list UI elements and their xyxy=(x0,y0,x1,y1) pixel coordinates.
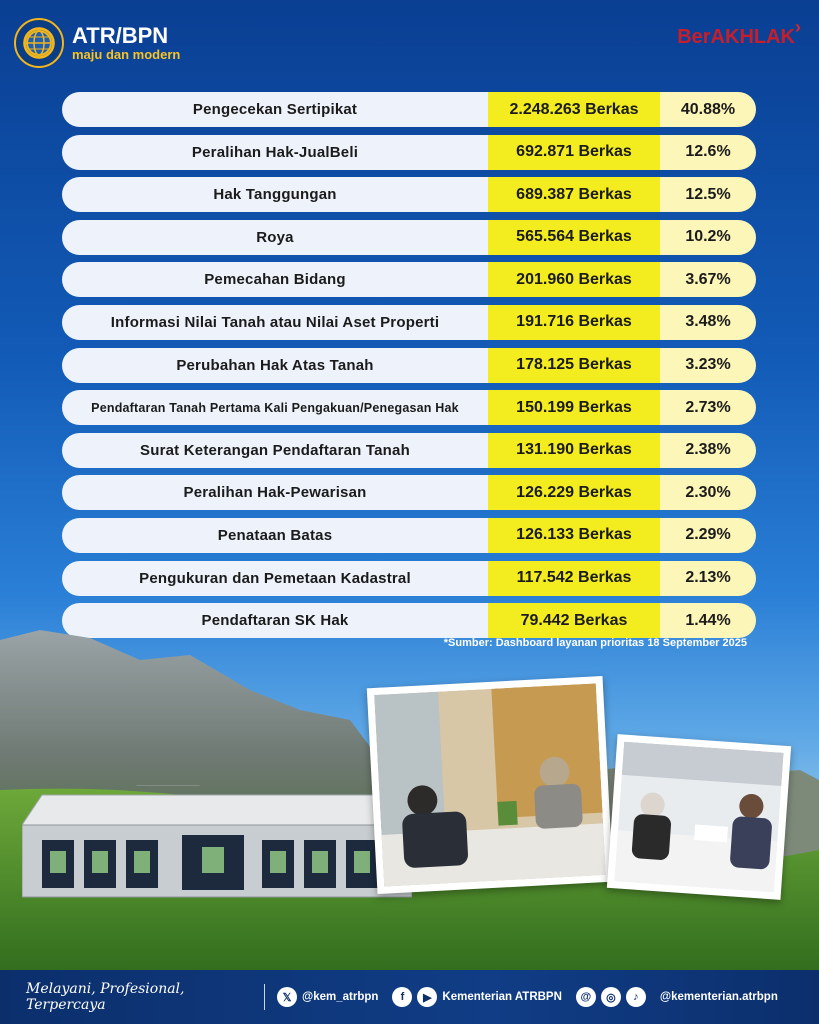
service-row xyxy=(62,433,756,468)
service-count: 117.542 Berkas xyxy=(488,561,660,596)
service-percent: 2.73% xyxy=(660,390,756,425)
service-label: Pengukuran dan Pemetaan Kadastral xyxy=(62,561,488,596)
fb-yt-name: Kementerian ATRBPN xyxy=(442,991,562,1003)
atr-bpn-logo xyxy=(14,18,180,68)
service-percent: 2.13% xyxy=(660,561,756,596)
service-row xyxy=(62,220,756,255)
service-table xyxy=(62,92,756,646)
social-x[interactable] xyxy=(277,987,378,1007)
service-row xyxy=(62,177,756,212)
service-label: Pengecekan Sertipikat xyxy=(62,92,488,127)
service-label: Penataan Batas xyxy=(62,518,488,553)
service-percent: 2.29% xyxy=(660,518,756,553)
chevron-accent-icon: › xyxy=(795,17,801,37)
service-percent: 12.6% xyxy=(660,135,756,170)
service-label: Perubahan Hak Atas Tanah xyxy=(62,348,488,383)
footer-bar xyxy=(0,970,819,1024)
tiktok-icon: ♪ xyxy=(626,987,646,1007)
service-count: 2.248.263 Berkas xyxy=(488,92,660,127)
service-label: Informasi Nilai Tanah atau Nilai Aset Properti xyxy=(62,305,488,340)
service-row xyxy=(62,135,756,170)
social-threads-ig-tiktok[interactable] xyxy=(576,987,778,1007)
social-facebook-youtube[interactable] xyxy=(392,987,562,1007)
globe-emblem-icon xyxy=(14,18,64,68)
brand-title: ATR/BPN xyxy=(72,22,169,48)
service-row xyxy=(62,518,756,553)
service-row xyxy=(62,475,756,510)
service-count: 178.125 Berkas xyxy=(488,348,660,383)
service-count: 191.716 Berkas xyxy=(488,305,660,340)
service-count: 692.871 Berkas xyxy=(488,135,660,170)
threads-icon: @ xyxy=(576,987,596,1007)
service-row xyxy=(62,390,756,425)
service-label: Hak Tanggungan xyxy=(62,177,488,212)
service-count: 126.133 Berkas xyxy=(488,518,660,553)
service-count: 565.564 Berkas xyxy=(488,220,660,255)
service-percent: 40.88% xyxy=(660,92,756,127)
service-label: Pendaftaran SK Hak xyxy=(62,603,488,638)
service-label: Pemecahan Bidang xyxy=(62,262,488,297)
source-note: *Sumber: Dashboard layanan prioritas 18 September 2025 xyxy=(443,637,747,649)
service-row xyxy=(62,92,756,127)
service-label: Roya xyxy=(62,220,488,255)
service-percent: 3.23% xyxy=(660,348,756,383)
berakhlak-badge xyxy=(677,17,801,49)
service-count: 689.387 Berkas xyxy=(488,177,660,212)
atr-bpn-building xyxy=(22,785,412,903)
threads-ig-tiktok-handle: @kementerian.atrbpn xyxy=(659,991,778,1003)
service-counter-photo xyxy=(367,676,613,894)
facebook-icon: f xyxy=(392,987,412,1007)
service-row xyxy=(62,348,756,383)
service-label: Pendaftaran Tanah Pertama Kali Pengakuan/Penegasan Hak xyxy=(62,390,488,425)
service-row xyxy=(62,561,756,596)
service-percent: 1.44% xyxy=(660,603,756,638)
service-label: Surat Keterangan Pendaftaran Tanah xyxy=(62,433,488,468)
service-percent: 3.67% xyxy=(660,262,756,297)
x-icon: 𝕏 xyxy=(277,987,297,1007)
service-row xyxy=(62,262,756,297)
service-percent: 2.38% xyxy=(660,433,756,468)
instagram-icon: ◎ xyxy=(601,987,621,1007)
service-percent: 2.30% xyxy=(660,475,756,510)
service-percent: 3.48% xyxy=(660,305,756,340)
service-count: 201.960 Berkas xyxy=(488,262,660,297)
service-percent: 12.5% xyxy=(660,177,756,212)
service-count: 150.199 Berkas xyxy=(488,390,660,425)
footer-divider xyxy=(264,984,265,1010)
service-count: 126.229 Berkas xyxy=(488,475,660,510)
berakhlak-text: BerAKHLAK xyxy=(677,26,795,48)
motto: Melayani, Profesional, Terpercaya xyxy=(26,981,185,1013)
youtube-icon: ▶ xyxy=(417,987,437,1007)
consultation-photo xyxy=(607,734,791,900)
service-percent: 10.2% xyxy=(660,220,756,255)
service-label: Peralihan Hak-JualBeli xyxy=(62,135,488,170)
service-count: 79.442 Berkas xyxy=(488,603,660,638)
service-row xyxy=(62,305,756,340)
service-label: Peralihan Hak-Pewarisan xyxy=(62,475,488,510)
x-handle: @kem_atrbpn xyxy=(302,991,379,1003)
service-count: 131.190 Berkas xyxy=(488,433,660,468)
brand-subtitle: maju dan modern xyxy=(72,46,181,62)
